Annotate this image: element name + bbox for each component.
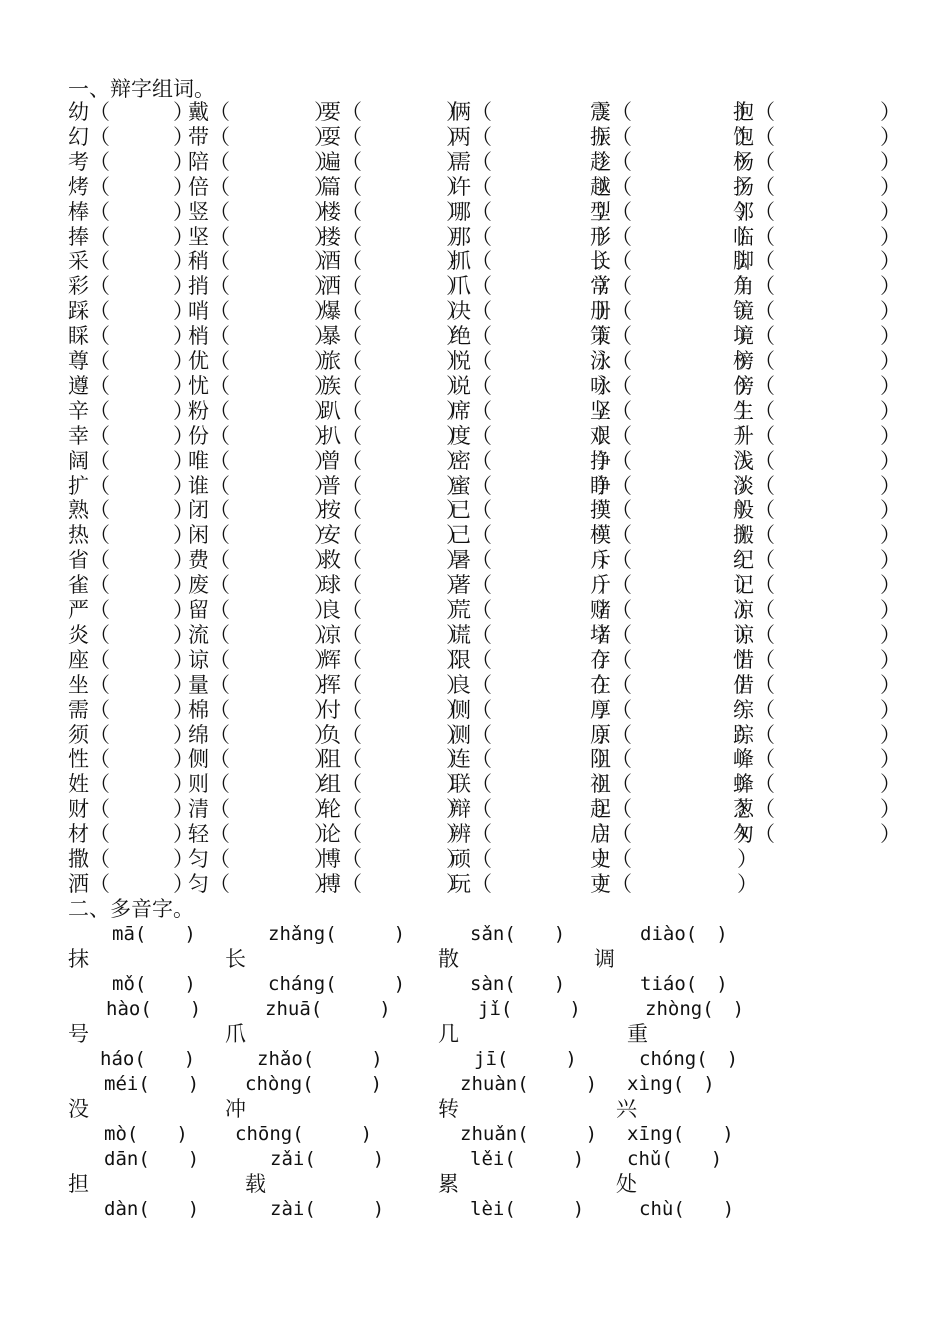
word-blank[interactable]: 安（ ） [320, 523, 467, 548]
word-blank[interactable]: 饱（ ） [733, 124, 901, 149]
word-blank[interactable]: 竖（ ） [188, 199, 335, 224]
word-blank[interactable]: 坐（ ） [68, 672, 194, 697]
word-blank[interactable]: 堵（ ） [590, 622, 758, 647]
word-blank[interactable]: 洒（ ） [68, 871, 194, 896]
word-blank[interactable]: 泳（ ） [590, 349, 758, 373]
word-blank[interactable]: 捎（ ） [188, 274, 335, 299]
word-blank[interactable]: 彩（ ） [68, 274, 194, 299]
word-blank[interactable]: 扩（ ） [68, 473, 194, 498]
word-blank[interactable]: 省（ ） [68, 548, 194, 573]
pinyin-blank[interactable]: jǐ( ) [478, 998, 581, 1020]
word-blank[interactable]: 测（ ） [450, 722, 618, 747]
word-blank[interactable]: 浅（ ） [733, 448, 901, 473]
word-blank[interactable]: 需（ ） [450, 149, 618, 174]
word-blank[interactable]: 谅（ ） [733, 622, 901, 647]
word-blank[interactable]: 辉（ ） [320, 647, 467, 672]
pinyin-blank[interactable]: tiáo( ) [640, 973, 728, 995]
word-blank[interactable]: 凉（ ） [320, 622, 467, 647]
word-blank[interactable]: 生（ ） [733, 398, 901, 423]
word-blank[interactable]: 凉（ ） [733, 598, 901, 622]
word-blank[interactable]: 辛（ ） [68, 398, 194, 423]
word-blank[interactable]: 著（ ） [450, 573, 618, 598]
word-blank[interactable]: 阔（ ） [68, 448, 194, 473]
word-blank[interactable]: 清（ ） [188, 797, 335, 822]
word-blank[interactable]: 般（ ） [733, 498, 901, 523]
pinyin-blank[interactable]: zài( ) [270, 1198, 385, 1220]
pinyin-blank[interactable]: diào( ) [640, 923, 728, 945]
pinyin-blank[interactable]: dān( ) [104, 1148, 200, 1170]
word-blank[interactable]: 策（ ） [590, 324, 758, 349]
word-blank[interactable]: 震（ ） [590, 100, 758, 124]
word-blank[interactable]: 组（ ） [320, 772, 467, 797]
word-blank[interactable]: 烤（ ） [68, 174, 194, 199]
word-blank[interactable]: 坚（ ） [188, 224, 335, 249]
word-blank[interactable]: 杨（ ） [733, 149, 901, 174]
polyphone-char: 爪 [225, 1022, 246, 1046]
word-blank[interactable]: 趁（ ） [590, 149, 758, 174]
word-blank[interactable]: 那（ ） [450, 224, 618, 249]
word-blank[interactable]: 榜（ ） [733, 349, 901, 373]
word-blank[interactable]: 两（ ） [450, 124, 618, 149]
word-blank[interactable]: 唯（ ） [188, 448, 335, 473]
word-blank[interactable]: 抱（ ） [733, 100, 901, 124]
polyphone-char: 处 [616, 1172, 637, 1196]
word-blank[interactable]: 扬（ ） [733, 174, 901, 199]
word-blank[interactable]: 需（ ） [68, 697, 194, 722]
pinyin-blank[interactable]: xìng( ) [627, 1073, 715, 1095]
word-blank[interactable]: 傍（ ） [733, 373, 901, 398]
word-blank[interactable]: 辨（ ） [450, 822, 618, 847]
section2-title [0, 897, 194, 922]
word-blank[interactable]: 趴（ ） [320, 398, 467, 423]
word-blank[interactable]: 席（ ） [450, 398, 618, 423]
word-blank[interactable]: 要（ ） [320, 100, 467, 124]
word-blank[interactable]: 峰（ ） [733, 747, 901, 772]
pinyin-blank[interactable]: chōng( ) [235, 1123, 373, 1145]
pinyin-blank[interactable]: zhǎo( ) [257, 1048, 383, 1070]
word-blank[interactable]: 挣（ ） [590, 448, 758, 473]
polyphone-char: 几 [438, 1022, 459, 1046]
pinyin-blank[interactable]: zhuǎn( ) [460, 1123, 598, 1145]
word-blank[interactable]: 良（ ） [450, 672, 618, 697]
word-blank[interactable]: 闭（ ） [188, 498, 335, 523]
word-blank[interactable]: 废（ ） [188, 573, 335, 598]
word-blank[interactable]: 倍（ ） [188, 174, 335, 199]
word-blank[interactable]: 斥（ ） [590, 548, 758, 573]
word-blank[interactable]: 斤（ ） [590, 573, 758, 598]
word-blank[interactable]: 流（ ） [188, 622, 335, 647]
polyphone-char: 散 [438, 947, 459, 971]
word-blank[interactable]: 册（ ） [590, 299, 758, 324]
word-blank[interactable]: 费（ ） [188, 548, 335, 573]
polyphone-char: 长 [225, 947, 246, 971]
word-blank[interactable]: 姓（ ） [68, 772, 194, 797]
word-blank[interactable]: 睬（ ） [68, 324, 194, 349]
word-blank[interactable]: 付（ ） [320, 697, 467, 722]
word-blank[interactable]: 遵（ ） [68, 373, 194, 398]
word-blank[interactable]: 悦（ ） [450, 349, 618, 373]
word-blank[interactable]: 财（ ） [68, 797, 194, 822]
word-blank[interactable]: 形（ ） [590, 224, 758, 249]
word-blank[interactable]: 谁（ ） [188, 473, 335, 498]
word-blank[interactable]: 遍（ ） [320, 149, 467, 174]
word-blank[interactable]: 厚（ ） [590, 697, 758, 722]
word-blank[interactable]: 阻（ ） [590, 747, 758, 772]
word-blank[interactable]: 淡（ ） [733, 473, 901, 498]
word-blank[interactable]: 匀（ ） [188, 871, 335, 896]
word-blank[interactable]: 蜜（ ） [450, 473, 618, 498]
word-blank[interactable]: 绵（ ） [188, 722, 335, 747]
word-blank[interactable]: 棉（ ） [188, 697, 335, 722]
section1-title [0, 77, 215, 102]
polyphone-char: 载 [245, 1172, 266, 1196]
word-blank[interactable]: 综（ ） [733, 697, 901, 722]
pinyin-blank[interactable]: mò( ) [104, 1123, 188, 1145]
word-blank[interactable]: 邻（ ） [733, 199, 901, 224]
word-blank[interactable]: 闲（ ） [188, 523, 335, 548]
word-blank[interactable]: 型（ ） [590, 199, 758, 224]
word-blank[interactable]: 记（ ） [733, 573, 901, 598]
word-blank[interactable]: 忧（ ） [188, 373, 335, 398]
word-blank[interactable]: 尊（ ） [68, 349, 194, 373]
word-blank[interactable]: 己（ ） [450, 523, 618, 548]
pinyin-blank[interactable]: chòng( ) [245, 1073, 383, 1095]
word-blank[interactable]: 荒（ ） [450, 598, 618, 622]
word-blank[interactable]: 蜂（ ） [733, 772, 901, 797]
word-blank[interactable]: 已（ ） [450, 498, 618, 523]
word-blank[interactable]: 哨（ ） [188, 299, 335, 324]
word-blank[interactable]: 则（ ） [188, 772, 335, 797]
pinyin-blank[interactable]: zhuàn( ) [460, 1073, 598, 1095]
word-blank[interactable]: 撒（ ） [68, 847, 194, 871]
word-blank[interactable]: 熟（ ） [68, 498, 194, 523]
word-blank[interactable]: 曾（ ） [320, 448, 467, 473]
pinyin-blank[interactable]: zǎi( ) [270, 1148, 385, 1170]
word-blank[interactable]: 楼（ ） [320, 199, 467, 224]
pinyin-blank[interactable]: chù( ) [639, 1198, 735, 1220]
word-blank[interactable]: 连（ ） [450, 747, 618, 772]
word-blank[interactable]: 爪（ ） [450, 274, 618, 299]
word-blank[interactable]: 梢（ ） [188, 324, 335, 349]
word-blank[interactable]: 起（ ） [590, 797, 758, 822]
word-blank[interactable]: 搬（ ） [733, 523, 901, 548]
word-blank[interactable]: 许（ ） [450, 174, 618, 199]
word-blank[interactable]: 说（ ） [450, 373, 618, 398]
word-blank[interactable]: 惜（ ） [733, 647, 901, 672]
word-blank[interactable]: 度（ ） [450, 423, 618, 448]
word-blank[interactable]: 捧（ ） [68, 224, 194, 249]
pinyin-blank[interactable]: chóng( ) [639, 1048, 739, 1070]
polyphone-char: 抹 [68, 947, 89, 971]
word-blank[interactable]: 葱（ ） [733, 797, 901, 822]
word-blank[interactable]: 匀（ ） [188, 847, 335, 871]
word-blank[interactable]: 篇（ ） [320, 174, 467, 199]
word-blank[interactable]: 球（ ） [320, 573, 467, 598]
word-blank[interactable]: 酒（ ） [320, 249, 467, 274]
word-blank[interactable]: 幼（ ） [68, 100, 194, 124]
word-blank[interactable]: 粉（ ） [188, 398, 335, 423]
polyphone-char: 担 [68, 1172, 89, 1196]
word-blank[interactable]: 爆（ ） [320, 299, 467, 324]
word-blank[interactable]: 借（ ） [733, 672, 901, 697]
word-blank[interactable]: 按（ ） [320, 498, 467, 523]
word-blank[interactable]: 史（ ） [590, 847, 758, 871]
word-blank[interactable]: 搂（ ） [320, 224, 467, 249]
word-blank[interactable]: 材（ ） [68, 822, 194, 847]
word-blank[interactable]: 赌（ ） [590, 598, 758, 622]
word-blank[interactable]: 座（ ） [68, 647, 194, 672]
word-blank[interactable]: 扒（ ） [320, 423, 467, 448]
polyphone-char: 没 [68, 1097, 89, 1121]
word-blank[interactable]: 升（ ） [733, 423, 901, 448]
word-blank[interactable]: 须（ ） [68, 722, 194, 747]
word-blank[interactable]: 踪（ ） [733, 722, 901, 747]
word-blank[interactable]: 祖（ ） [590, 772, 758, 797]
word-blank[interactable]: 份（ ） [188, 423, 335, 448]
word-blank[interactable]: 量（ ） [188, 672, 335, 697]
word-blank[interactable]: 炎（ ） [68, 622, 194, 647]
word-blank[interactable]: 俩（ ） [450, 100, 618, 124]
word-blank[interactable]: 常（ ） [590, 274, 758, 299]
pinyin-blank[interactable]: jī( ) [474, 1048, 577, 1070]
word-blank[interactable]: 哪（ ） [450, 199, 618, 224]
word-blank[interactable]: 轮（ ） [320, 797, 467, 822]
word-blank[interactable]: 轻（ ） [188, 822, 335, 847]
word-blank[interactable]: 暴（ ） [320, 324, 467, 349]
word-blank[interactable]: 振（ ） [590, 124, 758, 149]
word-blank[interactable]: 阻（ ） [320, 747, 467, 772]
word-blank[interactable]: 绝（ ） [450, 324, 618, 349]
word-blank[interactable]: 睁（ ） [590, 473, 758, 498]
word-blank[interactable]: 侧（ ） [450, 697, 618, 722]
word-blank[interactable]: 族（ ） [320, 373, 467, 398]
word-blank[interactable]: 旅（ ） [320, 349, 467, 373]
word-blank[interactable]: 救（ ） [320, 548, 467, 573]
polyphone-char: 累 [438, 1172, 459, 1196]
word-blank[interactable]: 限（ ） [450, 647, 618, 672]
word-blank[interactable]: 谎（ ） [450, 622, 618, 647]
word-blank[interactable]: 耍（ ） [320, 124, 467, 149]
word-blank[interactable]: 境（ ） [733, 324, 901, 349]
word-blank[interactable]: 陪（ ） [188, 149, 335, 174]
word-blank[interactable]: 幸（ ） [68, 423, 194, 448]
word-blank[interactable]: 模（ ） [590, 523, 758, 548]
word-blank[interactable]: 踩（ ） [68, 299, 194, 324]
word-blank[interactable]: 吏（ ） [590, 871, 758, 896]
word-blank[interactable]: 越（ ） [590, 174, 758, 199]
word-blank[interactable]: 优（ ） [188, 349, 335, 373]
pinyin-blank[interactable]: zhòng( ) [645, 998, 745, 1020]
pinyin-blank[interactable]: sàn( ) [470, 973, 566, 995]
pinyin-blank[interactable]: chǔ( ) [627, 1148, 723, 1170]
word-blank[interactable]: 决（ ） [450, 299, 618, 324]
word-blank[interactable]: 辩（ ） [450, 797, 618, 822]
pinyin-blank[interactable]: zhuā( ) [265, 998, 391, 1020]
pinyin-blank[interactable]: xīng( ) [627, 1123, 734, 1145]
polyphone-char: 重 [627, 1022, 648, 1046]
pinyin-blank[interactable]: sǎn( ) [470, 923, 566, 945]
word-blank[interactable]: 论（ ） [320, 822, 467, 847]
word-blank[interactable]: 热（ ） [68, 523, 194, 548]
word-blank[interactable]: 长（ ） [590, 249, 758, 274]
word-blank[interactable]: 搏（ ） [320, 871, 467, 896]
word-blank[interactable]: 脚（ ） [733, 249, 901, 274]
word-blank[interactable]: 镜（ ） [733, 299, 901, 324]
polyphone-char: 冲 [225, 1097, 246, 1121]
polyphone-char: 转 [438, 1097, 459, 1121]
word-blank[interactable]: 带（ ） [188, 124, 335, 149]
word-blank[interactable]: 临（ ） [733, 224, 901, 249]
pinyin-blank[interactable]: zhǎng( ) [268, 923, 406, 945]
word-blank[interactable]: 角（ ） [733, 274, 901, 299]
word-blank[interactable]: 普（ ） [320, 473, 467, 498]
pinyin-blank[interactable]: lèi( ) [470, 1198, 585, 1220]
word-blank[interactable]: 原（ ） [590, 722, 758, 747]
word-blank[interactable]: 咏（ ） [590, 373, 758, 398]
word-blank[interactable]: 良（ ） [320, 598, 467, 622]
pinyin-blank[interactable]: cháng( ) [268, 973, 406, 995]
pinyin-blank[interactable]: háo( ) [100, 1048, 196, 1070]
section1-heading: 一、辩字组词。 [68, 77, 215, 101]
word-blank[interactable]: 抓（ ） [450, 249, 618, 274]
word-blank[interactable]: 留（ ） [188, 598, 335, 622]
word-blank[interactable]: 棒（ ） [68, 199, 194, 224]
word-blank[interactable]: 稍（ ） [188, 249, 335, 274]
word-blank[interactable]: 暑（ ） [450, 548, 618, 573]
word-blank[interactable]: 严（ ） [68, 598, 194, 622]
word-blank[interactable]: 雀（ ） [68, 573, 194, 598]
word-blank[interactable]: 玩（ ） [450, 871, 618, 896]
word-blank[interactable]: 密（ ） [450, 448, 618, 473]
word-blank[interactable]: 纪（ ） [733, 548, 901, 573]
word-blank[interactable]: 戴（ ） [188, 100, 335, 124]
word-blank[interactable]: 考（ ） [68, 149, 194, 174]
word-blank[interactable]: 启（ ） [590, 822, 758, 847]
pinyin-blank[interactable]: méi( ) [104, 1073, 200, 1095]
polyphone-char: 调 [594, 947, 615, 971]
word-blank[interactable]: 性（ ） [68, 747, 194, 772]
word-blank[interactable]: 联（ ） [450, 772, 618, 797]
word-blank[interactable]: 负（ ） [320, 722, 467, 747]
word-blank[interactable]: 坚（ ） [590, 398, 758, 423]
word-blank[interactable]: 在（ ） [590, 672, 758, 697]
word-blank[interactable]: 采（ ） [68, 249, 194, 274]
word-blank[interactable]: 摸（ ） [590, 498, 758, 523]
pinyin-blank[interactable]: lěi( ) [470, 1148, 585, 1170]
polyphone-char: 号 [68, 1022, 89, 1046]
word-blank[interactable]: 洒（ ） [320, 274, 467, 299]
polyphone-char: 兴 [616, 1097, 637, 1121]
word-blank[interactable]: 博（ ） [320, 847, 467, 871]
word-blank[interactable]: 幻（ ） [68, 124, 194, 149]
section2-heading: 二、多音字。 [68, 897, 194, 921]
word-blank[interactable]: 顽（ ） [450, 847, 618, 871]
word-blank[interactable]: 艰（ ） [590, 423, 758, 448]
word-blank[interactable]: 侧（ ） [188, 747, 335, 772]
pinyin-blank[interactable]: mǒ( ) [112, 973, 196, 995]
pinyin-blank[interactable]: dàn( ) [104, 1198, 200, 1220]
word-blank[interactable]: 谅（ ） [188, 647, 335, 672]
word-blank[interactable]: 匆（ ） [733, 822, 901, 847]
pinyin-blank[interactable]: hào( ) [106, 998, 202, 1020]
word-blank[interactable]: 存（ ） [590, 647, 758, 672]
word-blank[interactable]: 挥（ ） [320, 672, 467, 697]
pinyin-blank[interactable]: mā( ) [112, 923, 196, 945]
